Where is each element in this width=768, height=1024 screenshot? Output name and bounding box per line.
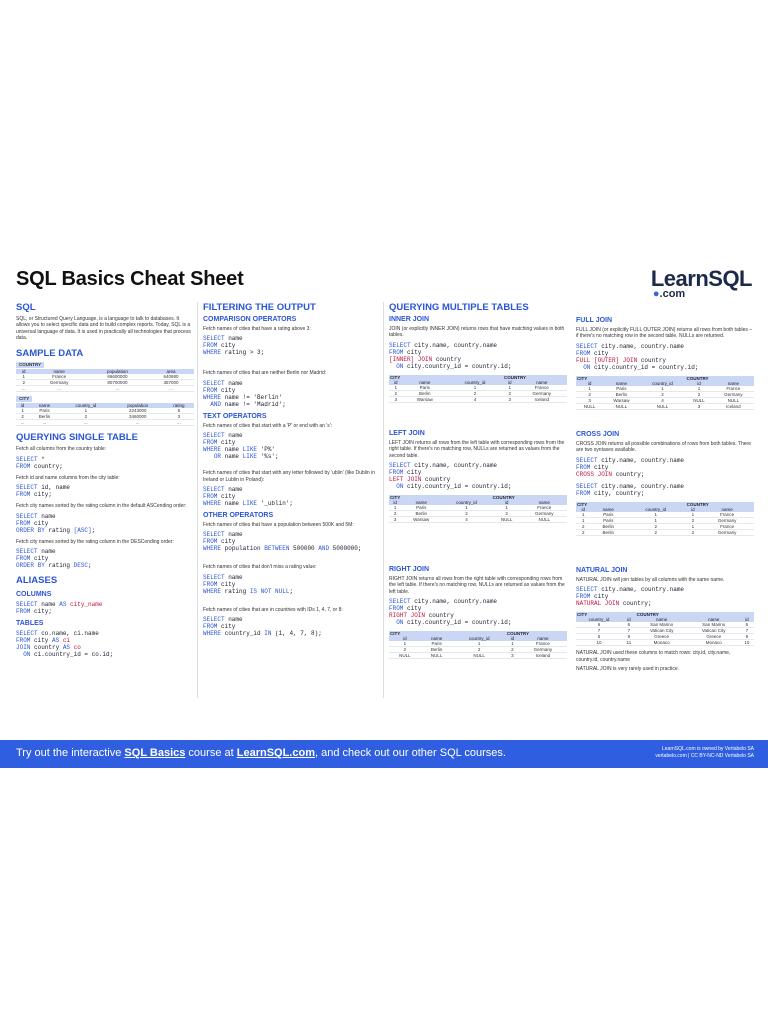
table-cell: NULL [421, 653, 453, 659]
code-like-ublin: SELECT name FROM city WHERE name LIKE '_ublin'; [203, 486, 294, 508]
table-header-cell: name [700, 507, 754, 512]
table-cell: 11 [622, 640, 636, 646]
code-inner-join: SELECT city.name, country.name FROM city [INNER] JOIN country ON city.country_id = country.id; [389, 341, 512, 370]
column-basics [16, 302, 194, 663]
table-header-cell: id [389, 636, 421, 641]
table-cell: Germany [700, 517, 754, 523]
table-cell: ... [60, 420, 112, 426]
table-cell: Germany [519, 647, 567, 653]
table-cell: ... [16, 420, 29, 426]
table-cell: 3 [164, 414, 194, 420]
table-cell: 1 [506, 641, 519, 647]
code-right-join: SELECT city.name, country.name FROM city RIGHT JOIN country ON city.country_id = country.id; [389, 598, 512, 627]
table-group-label: COUNTRY [686, 502, 754, 507]
table-cell: 3 [389, 396, 403, 402]
natural-join-result [576, 612, 754, 646]
table-header-cell: id [492, 500, 522, 505]
table-group-label: CITY [389, 495, 492, 500]
single-desc-1: Fetch all columns from the country table: [16, 446, 107, 453]
natural-join-desc: NATURAL JOIN will join tables by all columns with the same name. [576, 577, 725, 583]
table-cell: France [700, 523, 754, 529]
full-join-desc: FULL JOIN (or explicitly FULL OUTER JOIN) returns all rows from both tables – if there's no matching row in the second table, NULLs are returned. [576, 327, 753, 340]
inner-join-heading: INNER JOIN [389, 316, 430, 323]
table-cell: 2 [685, 391, 712, 397]
table-cell: 6 [576, 622, 622, 628]
table-cell: 1 [16, 374, 32, 380]
column-joins-right [576, 317, 754, 679]
table-cell: Greece [636, 634, 688, 640]
table-cell: 3 [506, 653, 519, 659]
table-cell: Paris [590, 517, 625, 523]
table-cell: 357000 [148, 380, 194, 386]
table-header-cell: country_id [626, 507, 686, 512]
table-row [576, 403, 754, 409]
table-header-cell: id [16, 369, 32, 374]
table-cell: Warsaw [403, 396, 447, 402]
table-cell: ... [112, 420, 164, 426]
table-cell: 4 [447, 396, 503, 402]
learnsql-logo[interactable] [651, 266, 752, 300]
code-in-list: SELECT name FROM city WHERE country_id IN (1, 4, 7, 8); [203, 616, 322, 638]
table-cell: 2 [452, 647, 505, 653]
single-desc-2: Fetch id and name columns from the city table: [16, 474, 120, 481]
table-header-cell: id [622, 617, 636, 622]
table-row [576, 640, 754, 646]
code-between: SELECT name FROM city WHERE population BETWEEN 500000 AND 5000000; [203, 531, 362, 553]
table-cell: Vatican City [688, 628, 740, 634]
table-cell: 2 [626, 529, 686, 535]
table-row [16, 386, 194, 392]
natural-join-heading: NATURAL JOIN [576, 567, 628, 574]
table-cell: 1 [686, 512, 700, 518]
logo-com: ●.com [652, 288, 686, 300]
table-cell: Monaco [636, 640, 688, 646]
table-header-cell: name [603, 381, 639, 386]
table-header-cell: population [87, 369, 148, 374]
table-cell: Germany [517, 390, 567, 396]
table-cell: 1 [576, 512, 590, 518]
table-cell: Iceland [713, 403, 754, 409]
table-cell: NULL [713, 397, 754, 403]
table-cell: NULL [522, 517, 567, 523]
city-table [16, 403, 194, 426]
other-operators-heading: OTHER OPERATORS [203, 512, 274, 520]
table-cell: 2 [492, 511, 522, 517]
table-cell: 2 [503, 390, 517, 396]
table-cell: ... [87, 386, 148, 392]
table-header-cell: rating [164, 403, 194, 408]
learnsql-link[interactable]: LearnSQL.com [236, 747, 315, 759]
table-cell: Iceland [519, 653, 567, 659]
table-cell: 640680 [148, 374, 194, 380]
table-cell: NULL [685, 397, 712, 403]
table-header-cell: id [503, 380, 517, 385]
right-join-section [389, 566, 567, 659]
table-cell: 2 [576, 391, 603, 397]
right-join-result [389, 631, 567, 659]
table-cell: Berlin [403, 390, 447, 396]
code-natural-join: SELECT city.name, country.name FROM city NATURAL JOIN country; [576, 586, 685, 608]
table-cell: 2 [576, 529, 590, 535]
filtering-heading: FILTERING THE OUTPUT [203, 302, 316, 313]
table-header-cell: id [389, 500, 401, 505]
footer-legal: LearnSQL.com is owned by Vertabelo SA vertabelo.com | CC BY-NC-ND Vertabelo SA [655, 746, 754, 759]
table-group-label: COUNTRY [636, 612, 754, 617]
table-cell: 2 [441, 511, 491, 517]
table-header-cell: id [389, 380, 403, 385]
column-joins-left [389, 302, 567, 665]
multiple-tables-heading: QUERYING MULTIPLE TABLES [389, 302, 529, 313]
table-header-cell: name [636, 617, 688, 622]
table-cell: 1 [626, 512, 686, 518]
code-rating-above: SELECT name FROM city WHERE rating > 3; [203, 335, 265, 357]
table-cell: 9 [622, 634, 636, 640]
table-header-cell: country_id [441, 500, 491, 505]
table-cell: 2 [626, 523, 686, 529]
table-header-cell: population [112, 403, 164, 408]
table-cell: ... [16, 386, 32, 392]
table-row [576, 529, 754, 535]
code-not-berlin: SELECT name FROM city WHERE name != 'Berlin' AND name != 'Madrid'; [203, 379, 286, 408]
table-cell: 1 [492, 505, 522, 511]
table-cell: Paris [401, 505, 441, 511]
table-header-cell: name [713, 381, 754, 386]
left-join-desc: LEFT JOIN returns all rows from the left table with corresponding rows from the right table. If there's no matching row, NULLs are returned as values from the second table. [389, 440, 565, 459]
table-cell: ... [148, 386, 194, 392]
table-header-cell: name [32, 369, 87, 374]
inner-join-desc: JOIN (or explicitly INNER JOIN) returns rows that have matching values in both tables. [389, 326, 565, 339]
table-cell: ... [32, 386, 87, 392]
code-cross-join-1: SELECT city.name, country.name FROM city CROSS JOIN country; [576, 456, 685, 478]
table-header-cell: name [519, 636, 567, 641]
table-header-cell: name [522, 500, 567, 505]
table-header-cell: id [506, 636, 519, 641]
table-cell: San Marino [688, 622, 740, 628]
filter-desc-5: Fetch names of cities that have a population between 500K and 5M: [203, 522, 354, 529]
logo-brand: LearnSQL [650, 266, 752, 291]
filter-desc-4: Fetch names of cities that start with any letter followed by 'ublin' (like Dublin in Ireland or Lublin in Poland): [203, 470, 375, 483]
table-cell: 1 [389, 385, 403, 391]
table-group-label: CITY [576, 376, 685, 381]
table-cell: Vatican City [636, 628, 688, 634]
code-select-columns: SELECT id, name FROM city; [16, 484, 71, 499]
table-header-cell: id [740, 617, 754, 622]
table-group-label: COUNTRY [506, 631, 567, 636]
table-header-cell: name [403, 380, 447, 385]
table-header-cell: name [29, 403, 60, 408]
table-cell: NULL [492, 517, 522, 523]
table-cell: 4 [640, 397, 686, 403]
table-cell: France [522, 505, 567, 511]
column-divider [383, 302, 384, 698]
table-cell: 2 [686, 529, 700, 535]
table-cell: 1 [16, 408, 29, 414]
table-header-cell: id [576, 507, 590, 512]
table-cell: Berlin [29, 414, 60, 420]
table-cell: Warsaw [603, 397, 639, 403]
cheat-sheet [0, 262, 768, 768]
table-cell: 7 [622, 628, 636, 634]
table-header-cell: id [685, 381, 712, 386]
page-title: SQL Basics Cheat Sheet [16, 268, 244, 290]
table-cell: 7 [740, 628, 754, 634]
table-group-label: CITY [576, 502, 686, 507]
table-cell: 2 [60, 414, 112, 420]
table-cell: Berlin [590, 529, 625, 535]
left-join-section [389, 430, 567, 560]
table-cell: 1 [452, 641, 505, 647]
table-header-cell: name [401, 500, 441, 505]
table-cell: Iceland [517, 396, 567, 402]
table-cell: 2 [506, 647, 519, 653]
code-cross-join-2: SELECT city.name, country.name FROM city, country; [576, 482, 685, 497]
table-cell: 6 [740, 622, 754, 628]
table-cell: Berlin [603, 391, 639, 397]
table-group-label: COUNTRY [685, 376, 754, 381]
cross-join-section [576, 431, 754, 561]
table-header-cell: id [686, 507, 700, 512]
table-cell: Germany [700, 529, 754, 535]
code-select-all: SELECT * FROM country; [16, 455, 63, 470]
table-cell: France [713, 386, 754, 392]
table-cell: 3 [685, 403, 712, 409]
sql-intro: SQL, or Structured Query Language, is a language to talk to databases. It allows you to select specific data and to build complex reports. Today, SQL is a universal language of data. It is used in practically all technologies that process data. [16, 316, 191, 342]
sql-basics-link[interactable]: SQL Basics [124, 747, 186, 759]
table-cell: Berlin [401, 511, 441, 517]
table-header-cell: country_id [576, 617, 622, 622]
table-group-label: CITY [576, 612, 636, 617]
table-cell: NULL [452, 653, 505, 659]
table-cell: NULL [640, 403, 686, 409]
table-cell: 3460000 [112, 414, 164, 420]
table-header-cell: id [576, 381, 603, 386]
table-cell: 1 [60, 408, 112, 414]
table-cell: Greece [688, 634, 740, 640]
inner-join-result [389, 375, 567, 403]
table-header-cell: country_id [452, 636, 505, 641]
table-row [389, 653, 567, 659]
table-cell: Germany [713, 391, 754, 397]
table-cell: 1 [686, 523, 700, 529]
full-join-heading: FULL JOIN [576, 317, 613, 324]
country-table [16, 369, 194, 392]
left-join-result [389, 495, 567, 523]
table-row [16, 420, 194, 426]
table-cell: 2 [389, 647, 421, 653]
table-cell: 2 [389, 511, 401, 517]
table-cell: 2 [686, 517, 700, 523]
table-cell: Germany [522, 511, 567, 517]
natural-join-note-2: NATURAL JOIN is very rarely used in practice. [576, 666, 680, 673]
footer-banner [0, 740, 768, 768]
footer-promo: Try out the interactive SQL Basics course at LearnSQL.com, and check out our other SQL courses. [16, 747, 506, 759]
table-cell: NULL [603, 403, 639, 409]
table-cell: 1 [640, 386, 686, 392]
table-cell: 2 [640, 391, 686, 397]
cross-join-desc: CROSS JOIN returns all possible combinations of rows from both tables. There are two syntaxes available. [576, 441, 751, 454]
table-header-cell: id [16, 403, 29, 408]
table-cell: 1 [576, 386, 603, 392]
table-header-cell: name [421, 636, 453, 641]
table-row [389, 517, 567, 523]
code-not-null: SELECT name FROM city WHERE rating IS NOT NULL; [203, 573, 294, 595]
filter-desc-6: Fetch names of cities that don't miss a rating value: [203, 564, 317, 571]
table-cell: ... [29, 420, 60, 426]
table-cell: NULL [389, 653, 421, 659]
table-cell: 1 [447, 385, 503, 391]
table-cell: Paris [590, 512, 625, 518]
code-full-join: SELECT city.name, country.name FROM city FULL [OUTER] JOIN country ON city.country_id = country.id; [576, 342, 699, 371]
full-join-result [576, 376, 754, 410]
table-group-label: CITY [389, 631, 506, 636]
table-group-label: COUNTRY [503, 375, 567, 380]
table-cell: France [700, 512, 754, 518]
code-left-join: SELECT city.name, country.name FROM city LEFT JOIN country ON city.country_id = country.id; [389, 462, 512, 491]
table-cell: Berlin [421, 647, 453, 653]
table-cell: Monaco [688, 640, 740, 646]
sql-heading: SQL [16, 302, 36, 313]
aliases-tables: TABLES [16, 620, 44, 628]
code-order-asc: SELECT name FROM city ORDER BY rating [ASC]; [16, 512, 96, 534]
sample-data-heading: SAMPLE DATA [16, 347, 84, 359]
table-header-cell: name [517, 380, 567, 385]
table-header-cell: country_id [640, 381, 686, 386]
table-cell: 80700000 [87, 380, 148, 386]
right-join-heading: RIGHT JOIN [389, 566, 430, 573]
aliases-heading: ALIASES [16, 575, 58, 587]
table-cell: 2 [389, 390, 403, 396]
table-cell: 1 [626, 517, 686, 523]
table-group-label: COUNTRY [492, 495, 567, 500]
code-column-alias: SELECT name AS city_name FROM city; [16, 601, 103, 616]
table-cell: France [519, 641, 567, 647]
table-cell: 2 [447, 390, 503, 396]
single-desc-4: Fetch city names sorted by the rating column in the DESCending order: [16, 538, 174, 545]
table-cell: 2 [576, 523, 590, 529]
table-cell: 1 [503, 385, 517, 391]
column-filtering [203, 302, 379, 642]
city-table-label: CITY [16, 396, 32, 402]
table-cell: 3 [503, 396, 517, 402]
right-join-desc: RIGHT JOIN returns all rows from the right table with corresponding rows from the left table. If there's no matching row, NULLs are returned as values from the left table. [389, 576, 565, 595]
table-cell: 1 [576, 517, 590, 523]
table-cell: 5 [164, 408, 194, 414]
table-cell: 1 [441, 505, 491, 511]
table-cell: Warsaw [401, 517, 441, 523]
left-join-heading: LEFT JOIN [389, 430, 425, 437]
table-cell: San Marino [636, 622, 688, 628]
table-cell: 1 [389, 641, 421, 647]
table-cell: 3 [576, 397, 603, 403]
table-cell: 9 [740, 634, 754, 640]
filter-desc-3: Fetch names of cities that start with a 'P' or end with an 's': [203, 422, 333, 429]
table-cell: Paris [29, 408, 60, 414]
aliases-columns: COLUMNS [16, 591, 52, 599]
table-cell: 3 [389, 517, 401, 523]
table-cell: Paris [421, 641, 453, 647]
table-cell: 6 [622, 622, 636, 628]
table-cell: 2 [16, 414, 29, 420]
country-table-label: COUNTRY [16, 362, 44, 368]
table-cell: Paris [403, 385, 447, 391]
comparison-heading: COMPARISON OPERATORS [203, 316, 297, 323]
table-cell: 10 [740, 640, 754, 646]
table-cell: Paris [603, 386, 639, 392]
table-cell: 1 [685, 386, 712, 392]
table-cell: 2243000 [112, 408, 164, 414]
table-header-cell: name [590, 507, 625, 512]
table-header-cell: name [688, 617, 740, 622]
single-desc-3: Fetch city names sorted by the rating column in the default ASCending order: [16, 503, 187, 510]
filter-desc-1: Fetch names of cities that have a rating above 3: [203, 326, 311, 332]
table-cell: 7 [576, 628, 622, 634]
cross-join-result [576, 502, 754, 536]
table-header-cell: country_id [447, 380, 503, 385]
filter-desc-7: Fetch names of cities that are in countries with IDs 1, 4, 7, or 8: [203, 606, 343, 613]
code-table-alias: SELECT co.name, ci.name FROM city AS ci JOIN country AS co ON ci.country_id = co.id; [16, 630, 114, 659]
table-cell: 66600000 [87, 374, 148, 380]
table-cell: 4 [441, 517, 491, 523]
table-group-label: CITY [389, 375, 503, 380]
table-cell: NULL [576, 403, 603, 409]
natural-join-note-1: NATURAL JOIN used these columns to match rows: city.id, city.name, country.id, country.name [576, 650, 731, 663]
code-order-desc: SELECT name FROM city ORDER BY rating DESC; [16, 548, 92, 570]
code-like-p-s: SELECT name FROM city WHERE name LIKE 'P%' OR name LIKE '%s'; [203, 432, 279, 461]
cross-join-heading: CROSS JOIN [576, 431, 620, 438]
column-divider [197, 302, 198, 698]
table-row [389, 396, 567, 402]
filter-desc-2: Fetch names of cities that are neither Berlin nor Madrid: [203, 370, 327, 377]
table-cell: 10 [576, 640, 622, 646]
single-table-heading: QUERYING SINGLE TABLE [16, 432, 138, 444]
table-header-cell: country_id [60, 403, 112, 408]
table-cell: 2 [16, 380, 32, 386]
natural-join-section [576, 567, 754, 673]
table-header-cell: area [148, 369, 194, 374]
inner-join-section [389, 316, 567, 424]
table-cell: 5 [576, 634, 622, 640]
table-cell: France [32, 374, 87, 380]
full-join-section [576, 317, 754, 425]
text-operators-heading: TEXT OPERATORS [203, 412, 267, 420]
table-cell: France [517, 385, 567, 391]
table-cell: 1 [389, 505, 401, 511]
table-cell: Germany [32, 380, 87, 386]
table-cell: ... [164, 420, 194, 426]
table-cell: Berlin [590, 523, 625, 529]
